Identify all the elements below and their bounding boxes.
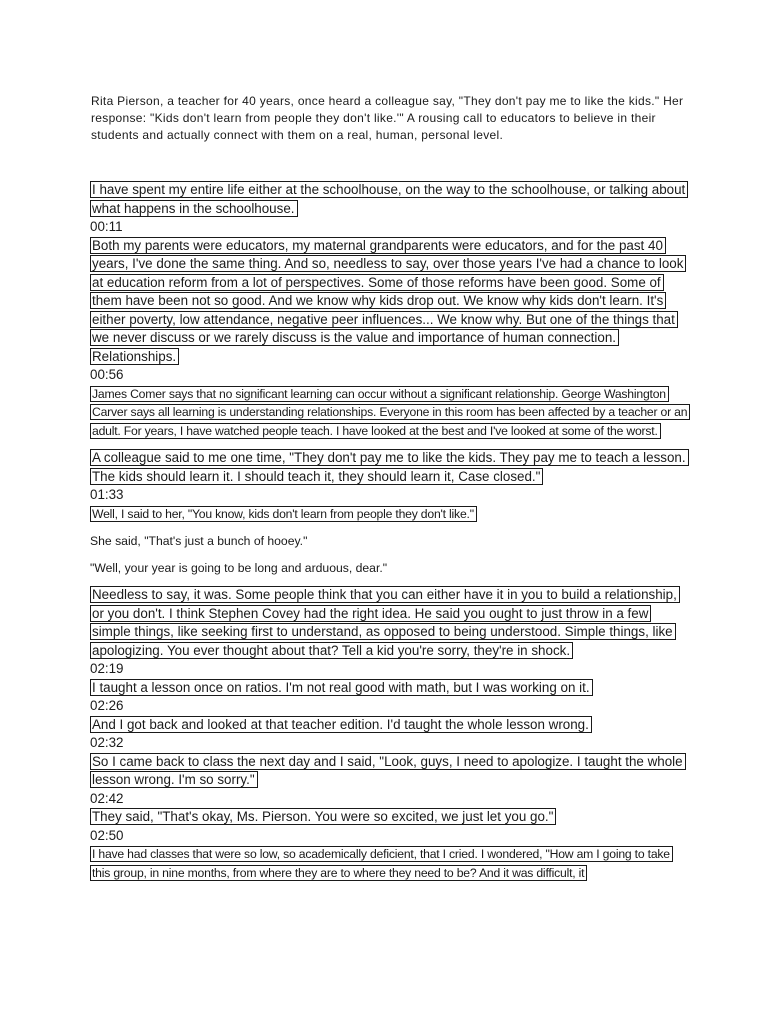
timestamp: 02:19: [90, 661, 124, 676]
timestamp: 02:32: [90, 735, 124, 750]
transcript: [90, 181, 690, 882]
transcript-paragraph: [90, 181, 690, 218]
timestamp: 00:11: [90, 219, 123, 234]
transcript-segment: A colleague said to me one time, "They don't pay me to like the kids. They pay me to teach a lesson. The kids should learn it. I should teach it, they should learn it, Case closed.": [90, 449, 689, 485]
transcript-paragraph: [90, 753, 690, 790]
transcript-paragraph: [90, 716, 690, 735]
transcript-paragraph: [90, 845, 690, 882]
transcript-segment: So I came back to class the next day and I said, "Look, guys, I need to apologize. I taught the whole lesson wrong. I'm so sorry.": [90, 753, 686, 789]
transcript-segment: Both my parents were educators, my maternal grandparents were educators, and for the past 40 years, I've done the same thing. And so, needless to say, over those years I've had a chance to look at education reform from a lot of perspectives. Some of those reforms have been good. Some of them have been not so good. And we know why kids drop out. We know why kids don't learn. It's either poverty, low attendance, negative peer influences... We know why. But one of the things that we never discuss or we rarely discuss is the value and importance of human connection.: [90, 237, 686, 347]
transcript-segment: Needless to say, it was. Some people think that you can either have it in you to build a relationship, or you don't. I think Stephen Covey had the right idea. He said you ought to just throw in a few simple things, like seeking first to understand, as opposed to being understood. Simple things, like apologizing. You ever thought about that? Tell a kid you're sorry, they're in shock.: [90, 586, 680, 659]
transcript-segment: And I got back and looked at that teacher edition. I'd taught the whole lesson wrong.: [90, 716, 592, 733]
talk-description: Rita Pierson, a teacher for 40 years, once heard a colleague say, "They don't pay me to like the kids." Her response: "Kids don't learn from people they don't like.'" A rousing call to educators to believe in their students and actually connect with them on a real, human, personal level.: [91, 94, 684, 142]
transcript-segment: Relationships.: [90, 348, 179, 365]
transcript-paragraph: [90, 385, 690, 441]
transcript-paragraph: [90, 449, 690, 486]
transcript-paragraph: [90, 505, 690, 524]
transcript-segment: Well, I said to her, "You know, kids don't learn from people they don't like.": [90, 506, 477, 522]
transcript-segment: I taught a lesson once on ratios. I'm not real good with math, but I was working on it.: [90, 679, 593, 696]
transcript-paragraph: She said, "That's just a bunch of hooey.": [90, 534, 308, 548]
transcript-paragraph: [90, 808, 690, 827]
timestamp: 02:42: [90, 790, 124, 806]
timestamp: 01:33: [90, 487, 124, 502]
transcript-segment: James Comer says that no significant learning can occur without a significant relationship. George Washington Carver says all learning is understanding relationships. Everyone in this room has been affected by a teacher or an adult. For years, I have watched people teach. I have looked at the best and I've looked at some of the worst.: [90, 386, 690, 439]
timestamp: 02:26: [90, 698, 124, 713]
transcript-paragraph: [90, 679, 690, 698]
transcript-paragraph: [90, 237, 690, 367]
transcript-paragraph: "Well, your year is going to be long and arduous, dear.": [90, 561, 388, 575]
transcript-segment: They said, "That's okay, Ms. Pierson. You were so excited, we just let you go.": [90, 808, 556, 825]
transcript-segment: I have had classes that were so low, so academically deficient, that I cried. I wondered, "How am I going to take this group, in nine months, from where they are to where they need to be? And it was difficult, it: [90, 846, 673, 881]
timestamp: 00:56: [90, 367, 124, 382]
transcript-segment: I have spent my entire life either at the schoolhouse, on the way to the schoolhouse, or talking about what happens in the schoolhouse.: [90, 181, 688, 217]
timestamp: 02:50: [90, 827, 124, 843]
transcript-paragraph: [90, 586, 690, 660]
